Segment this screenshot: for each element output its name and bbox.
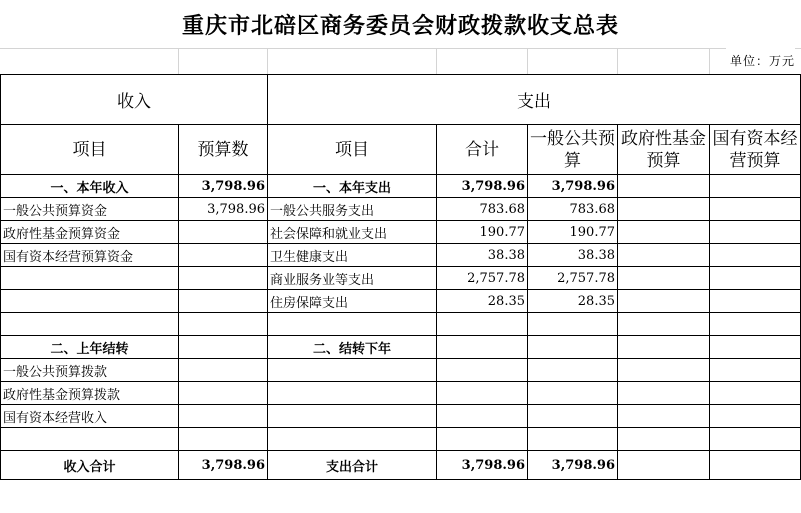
state-capital-cell bbox=[710, 382, 801, 405]
income-total-label: 收入合计 bbox=[1, 451, 179, 480]
table-row bbox=[1, 267, 801, 290]
table-row bbox=[1, 244, 801, 267]
income-value-cell bbox=[179, 267, 268, 290]
fund-budget-cell bbox=[618, 267, 710, 290]
general-budget-cell bbox=[528, 428, 618, 451]
fund-budget-cell bbox=[618, 290, 710, 313]
expenditure-item-cell bbox=[268, 405, 437, 428]
table-row bbox=[1, 405, 801, 428]
table-row bbox=[1, 175, 801, 198]
income-value-cell bbox=[179, 244, 268, 267]
income-item-header: 项目 bbox=[1, 125, 179, 175]
general-budget-cell: 783.68 bbox=[528, 198, 618, 221]
expenditure-total-cell bbox=[437, 405, 528, 428]
table-row bbox=[1, 313, 801, 336]
expenditure-total-cell: 783.68 bbox=[437, 198, 528, 221]
expenditure-total-cell bbox=[437, 428, 528, 451]
budget-table bbox=[0, 74, 801, 480]
income-item-cell bbox=[1, 267, 179, 290]
budget-header: 预算数 bbox=[179, 125, 268, 175]
income-value-cell bbox=[179, 428, 268, 451]
table-row bbox=[1, 382, 801, 405]
expenditure-total-cell bbox=[437, 359, 528, 382]
income-value-cell bbox=[179, 313, 268, 336]
fund-budget-cell bbox=[618, 359, 710, 382]
expenditure-item-cell: 一般公共服务支出 bbox=[268, 198, 437, 221]
income-item-cell bbox=[1, 428, 179, 451]
expenditure-header: 支出 bbox=[268, 75, 801, 125]
table-row bbox=[1, 359, 801, 382]
income-value-cell bbox=[179, 290, 268, 313]
general-budget-cell bbox=[528, 405, 618, 428]
income-value-cell bbox=[179, 336, 268, 359]
unit-row bbox=[0, 48, 801, 74]
general-budget-cell: 28.35 bbox=[528, 290, 618, 313]
expenditure-item-cell: 卫生健康支出 bbox=[268, 244, 437, 267]
income-item-cell: 二、上年结转 bbox=[1, 336, 179, 359]
expenditure-item-cell bbox=[268, 382, 437, 405]
general-budget-cell bbox=[528, 382, 618, 405]
state-capital-cell bbox=[710, 313, 801, 336]
income-total-value: 3,798.96 bbox=[179, 451, 268, 480]
expenditure-item-cell: 二、结转下年 bbox=[268, 336, 437, 359]
state-capital-cell bbox=[710, 405, 801, 428]
income-value-cell bbox=[179, 221, 268, 244]
fund-budget-cell bbox=[618, 428, 710, 451]
state-capital-header: 国有资本经营预算 bbox=[710, 125, 801, 175]
unit-label: 单位：万元 bbox=[726, 48, 795, 74]
income-item-cell: 政府性基金预算资金 bbox=[1, 221, 179, 244]
income-value-cell bbox=[179, 405, 268, 428]
general-budget-cell bbox=[528, 313, 618, 336]
state-capital-cell bbox=[710, 267, 801, 290]
expenditure-item-cell: 商业服务业等支出 bbox=[268, 267, 437, 290]
fund-budget-cell bbox=[618, 244, 710, 267]
income-value-cell: 3,798.96 bbox=[179, 198, 268, 221]
income-item-cell bbox=[1, 313, 179, 336]
expenditure-total-cell bbox=[437, 336, 528, 359]
income-item-cell: 国有资本经营收入 bbox=[1, 405, 179, 428]
income-item-cell: 政府性基金预算拨款 bbox=[1, 382, 179, 405]
expenditure-item-cell: 社会保障和就业支出 bbox=[268, 221, 437, 244]
expenditure-total-cell bbox=[437, 313, 528, 336]
fund-budget-cell bbox=[618, 313, 710, 336]
table-row bbox=[1, 428, 801, 451]
general-budget-cell bbox=[528, 336, 618, 359]
state-capital-cell bbox=[710, 290, 801, 313]
expenditure-item-cell: 一、本年支出 bbox=[268, 175, 437, 198]
state-capital-cell bbox=[710, 359, 801, 382]
expenditure-item-cell bbox=[268, 313, 437, 336]
table-row bbox=[1, 221, 801, 244]
state-capital-cell bbox=[710, 175, 801, 198]
expenditure-item-cell bbox=[268, 359, 437, 382]
income-item-cell bbox=[1, 290, 179, 313]
fund-budget-cell bbox=[618, 336, 710, 359]
table-row bbox=[1, 198, 801, 221]
state-capital-cell bbox=[710, 221, 801, 244]
general-budget-cell: 2,757.78 bbox=[528, 267, 618, 290]
general-budget-cell: 190.77 bbox=[528, 221, 618, 244]
fund-budget-cell bbox=[618, 221, 710, 244]
expenditure-item-header: 项目 bbox=[268, 125, 437, 175]
fund-budget-header: 政府性基金预算 bbox=[618, 125, 710, 175]
expenditure-total-value: 3,798.96 bbox=[437, 451, 528, 480]
income-value-cell bbox=[179, 382, 268, 405]
table-row bbox=[1, 336, 801, 359]
general-total-value: 3,798.96 bbox=[528, 451, 618, 480]
state-capital-cell bbox=[710, 428, 801, 451]
fund-budget-cell bbox=[618, 382, 710, 405]
general-budget-cell bbox=[528, 359, 618, 382]
fund-budget-cell bbox=[618, 405, 710, 428]
general-budget-header: 一般公共预算 bbox=[528, 125, 618, 175]
totals-row bbox=[1, 451, 801, 480]
expenditure-total-label: 支出合计 bbox=[268, 451, 437, 480]
header-row-2 bbox=[1, 125, 801, 175]
state-capital-cell bbox=[710, 198, 801, 221]
fund-budget-cell bbox=[618, 175, 710, 198]
state-capital-cell bbox=[710, 244, 801, 267]
expenditure-total-cell: 2,757.78 bbox=[437, 267, 528, 290]
expenditure-item-cell: 住房保障支出 bbox=[268, 290, 437, 313]
general-budget-cell: 3,798.96 bbox=[528, 175, 618, 198]
table-row bbox=[1, 290, 801, 313]
income-item-cell: 国有资本经营预算资金 bbox=[1, 244, 179, 267]
total-header: 合计 bbox=[437, 125, 528, 175]
expenditure-total-cell bbox=[437, 382, 528, 405]
state-capital-cell bbox=[710, 336, 801, 359]
fund-total-value bbox=[618, 451, 710, 480]
header-row-1 bbox=[1, 75, 801, 125]
income-item-cell: 一般公共预算拨款 bbox=[1, 359, 179, 382]
expenditure-total-cell: 190.77 bbox=[437, 221, 528, 244]
income-value-cell bbox=[179, 359, 268, 382]
expenditure-total-cell: 3,798.96 bbox=[437, 175, 528, 198]
income-item-cell: 一般公共预算资金 bbox=[1, 198, 179, 221]
income-header: 收入 bbox=[1, 75, 268, 125]
expenditure-total-cell: 38.38 bbox=[437, 244, 528, 267]
income-item-cell: 一、本年收入 bbox=[1, 175, 179, 198]
expenditure-item-cell bbox=[268, 428, 437, 451]
state-total-value bbox=[710, 451, 801, 480]
general-budget-cell: 38.38 bbox=[528, 244, 618, 267]
page-title: 重庆市北碚区商务委员会财政拨款收支总表 bbox=[181, 12, 619, 39]
income-value-cell: 3,798.96 bbox=[179, 175, 268, 198]
expenditure-total-cell: 28.35 bbox=[437, 290, 528, 313]
fund-budget-cell bbox=[618, 198, 710, 221]
